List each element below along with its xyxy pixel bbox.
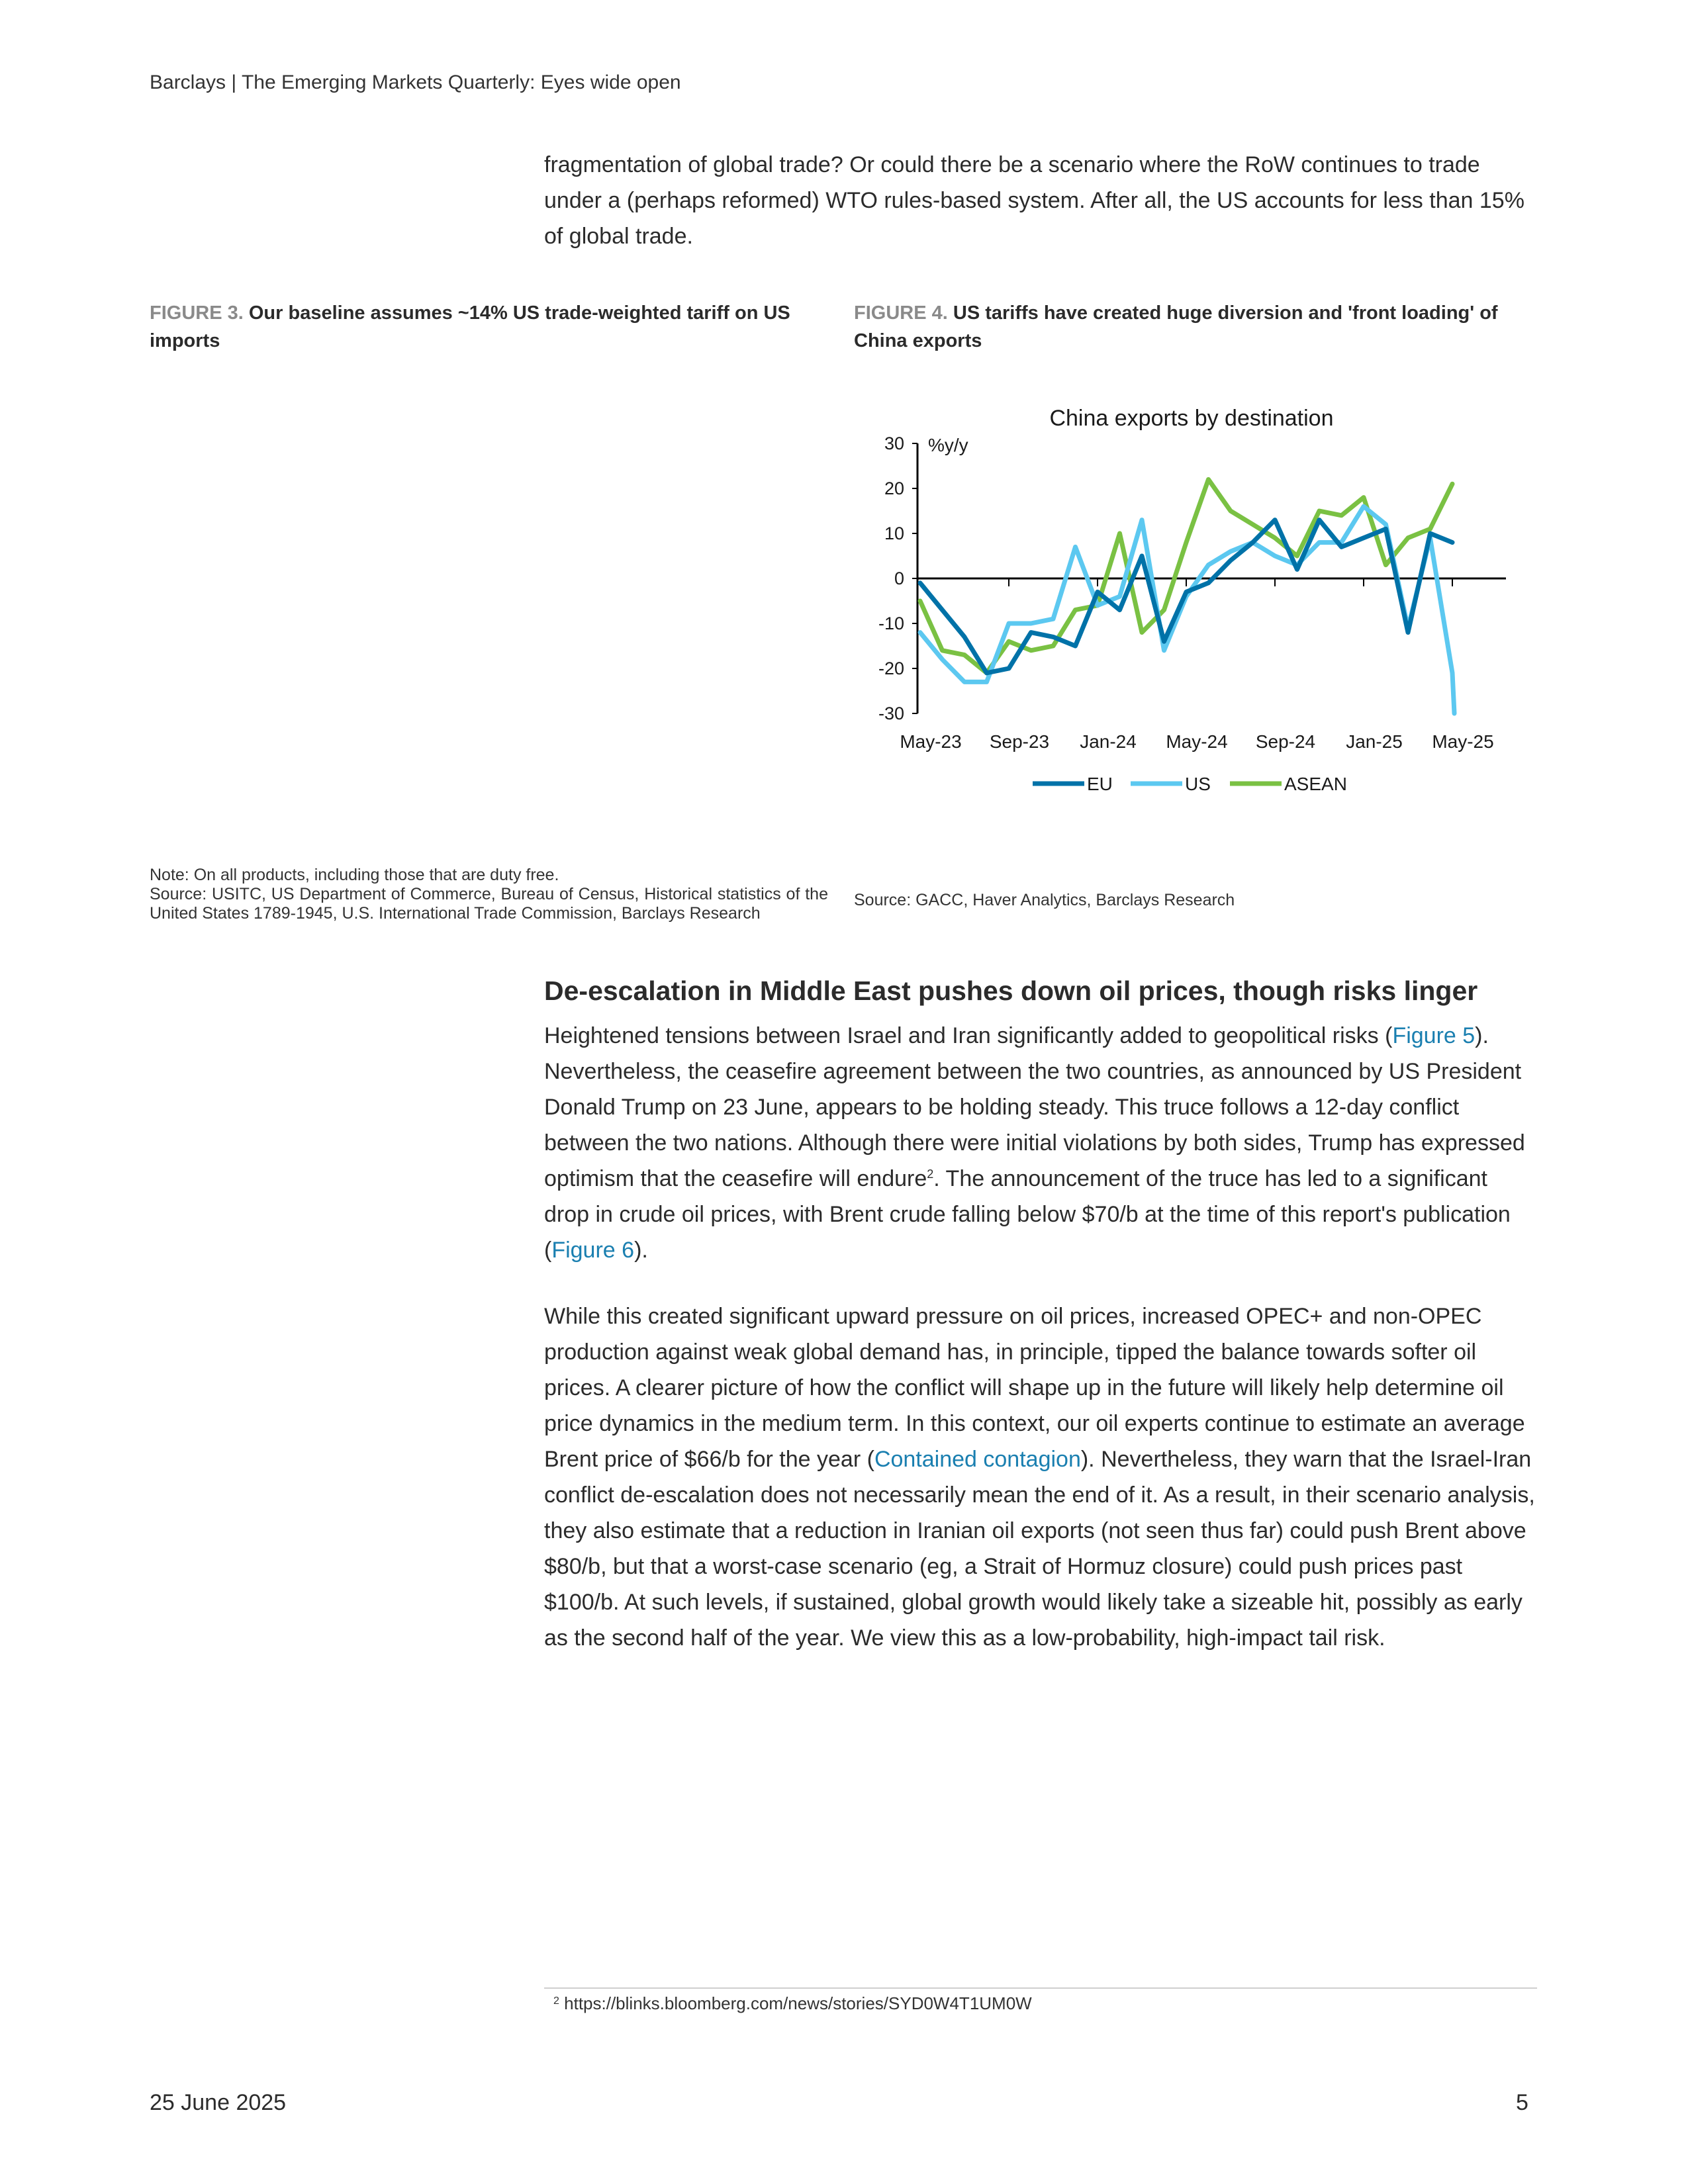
- footer-date: 25 June 2025: [150, 2090, 287, 2115]
- figure-5-link[interactable]: Figure 5: [1392, 1023, 1476, 1048]
- section-title: De-escalation in Middle East pushes down oil prices, though risks linger: [544, 976, 1478, 1006]
- figure-4-number: FIGURE 4.: [854, 302, 948, 324]
- intro-paragraph: fragmentation of global trade? Or could there be a scenario where the RoW continues to trade under a (perhaps reformed) WTO rules-based system. After all, the US accounts for less than 15% of global trade.: [544, 152, 1524, 249]
- figure-3-note: Note: On all products, including those that are duty free.: [150, 866, 559, 884]
- legend-label-eu: EU: [1087, 774, 1113, 794]
- y-tick-label: -30: [878, 704, 904, 723]
- footnote-divider: [544, 1987, 1537, 1989]
- legend-label-asean: ASEAN: [1284, 774, 1347, 794]
- paragraph-2: [544, 1298, 1537, 1656]
- figure-4-source: Source: GACC, Haver Analytics, Barclays Research: [854, 891, 1235, 909]
- y-tick-label: 20: [884, 478, 904, 498]
- figure-3-source: Source: USITC, US Department of Commerce, Bureau of Census, Historical statistics of the United States 1789-1945, U.S. International Trade Commission, Barclays Research: [150, 885, 828, 923]
- para1-text-a: Heightened tensions between Israel and Iran significantly added to geopolitical risks (: [544, 1023, 1393, 1048]
- x-tick-label: Jan-24: [1080, 731, 1137, 752]
- x-tick-label: Jan-25: [1346, 731, 1403, 752]
- footnote-number: 2: [553, 1995, 559, 2007]
- figure-3-notes: [150, 866, 828, 923]
- footnote-link[interactable]: https://blinks.bloomberg.com/news/stories/SYD0W4T1UM0W: [564, 1993, 1032, 2013]
- chart-title: China exports by destination: [1049, 406, 1334, 431]
- page-header: Barclays | The Emerging Markets Quarterly: Eyes wide open: [150, 71, 681, 93]
- footnote-ref[interactable]: 2: [927, 1167, 934, 1181]
- figure-3-title: Our baseline assumes ~14% US trade-weighted tariff on US imports: [150, 302, 790, 351]
- para1-text-c: . The announcement of the truce has led to a significant drop in crude oil prices, with Brent crude falling below $70/b at the time of this report's publication (: [544, 1166, 1511, 1263]
- x-tick-label: May-23: [900, 731, 962, 752]
- figure-3-caption: [150, 299, 825, 355]
- paragraph-1: [544, 1018, 1537, 1268]
- footnote: [553, 1993, 1032, 2014]
- x-tick-label: Sep-24: [1255, 731, 1316, 752]
- para1-text-d: ).: [634, 1238, 648, 1263]
- figure-4-caption: [854, 299, 1542, 355]
- para2-text-a: While this created significant upward pressure on oil prices, increased OPEC+ and non-OPEC production against weak global demand has, in principle, tipped the balance towards softer oil prices. A clearer picture of how the conflict will shape up in the future will likely help determine oil price dynamics in the medium term. In this context, our oil experts continue to estimate an average Brent price of $66/b for the year (: [544, 1304, 1525, 1472]
- figure-4-title: US tariffs have created huge diversion and 'front loading' of China exports: [854, 302, 1498, 351]
- legend-label-us: US: [1185, 774, 1211, 794]
- x-tick-label: May-25: [1432, 731, 1494, 752]
- figure-3-number: FIGURE 3.: [150, 302, 244, 324]
- chart-ylabel: %y/y: [928, 435, 968, 455]
- y-tick-label: -10: [878, 614, 904, 633]
- para2-text-b: ). Nevertheless, they warn that the Israel-Iran conflict de-escalation does not necessarily mean the end of it. As a result, in their scenario analysis, they also estimate that a reduction in Iranian oil exports (not seen thus far) could push Brent above $80/b, but that a worst-case scenario (eg, a Strait of Hormuz closure) could push prices past $100/b. At such levels, if sustained, global growth would likely take a sizeable hit, possibly as early as the second half of the year. We view this as a low-probability, high-impact tail risk.: [544, 1447, 1535, 1651]
- figure-6-link[interactable]: Figure 6: [551, 1238, 635, 1263]
- china-exports-chart: [854, 397, 1542, 807]
- y-tick-label: 10: [884, 523, 904, 543]
- y-tick-label: 30: [884, 433, 904, 453]
- para1-text-b: ). Nevertheless, the ceasefire agreement between the two countries, as announced by US President Donald Trump on 23 June, appears to be holding steady. This truce follows a 12-day conflict between the two nations. Although there were initial violations by both sides, Trump has expressed optimism that the ceasefire will endure: [544, 1023, 1525, 1191]
- contained-contagion-link[interactable]: Contained contagion: [874, 1447, 1081, 1472]
- x-tick-label: Sep-23: [989, 731, 1050, 752]
- page-number: 5: [1516, 2090, 1528, 2115]
- y-tick-label: 0: [894, 569, 904, 588]
- y-tick-label: -20: [878, 659, 904, 678]
- x-tick-label: May-24: [1166, 731, 1228, 752]
